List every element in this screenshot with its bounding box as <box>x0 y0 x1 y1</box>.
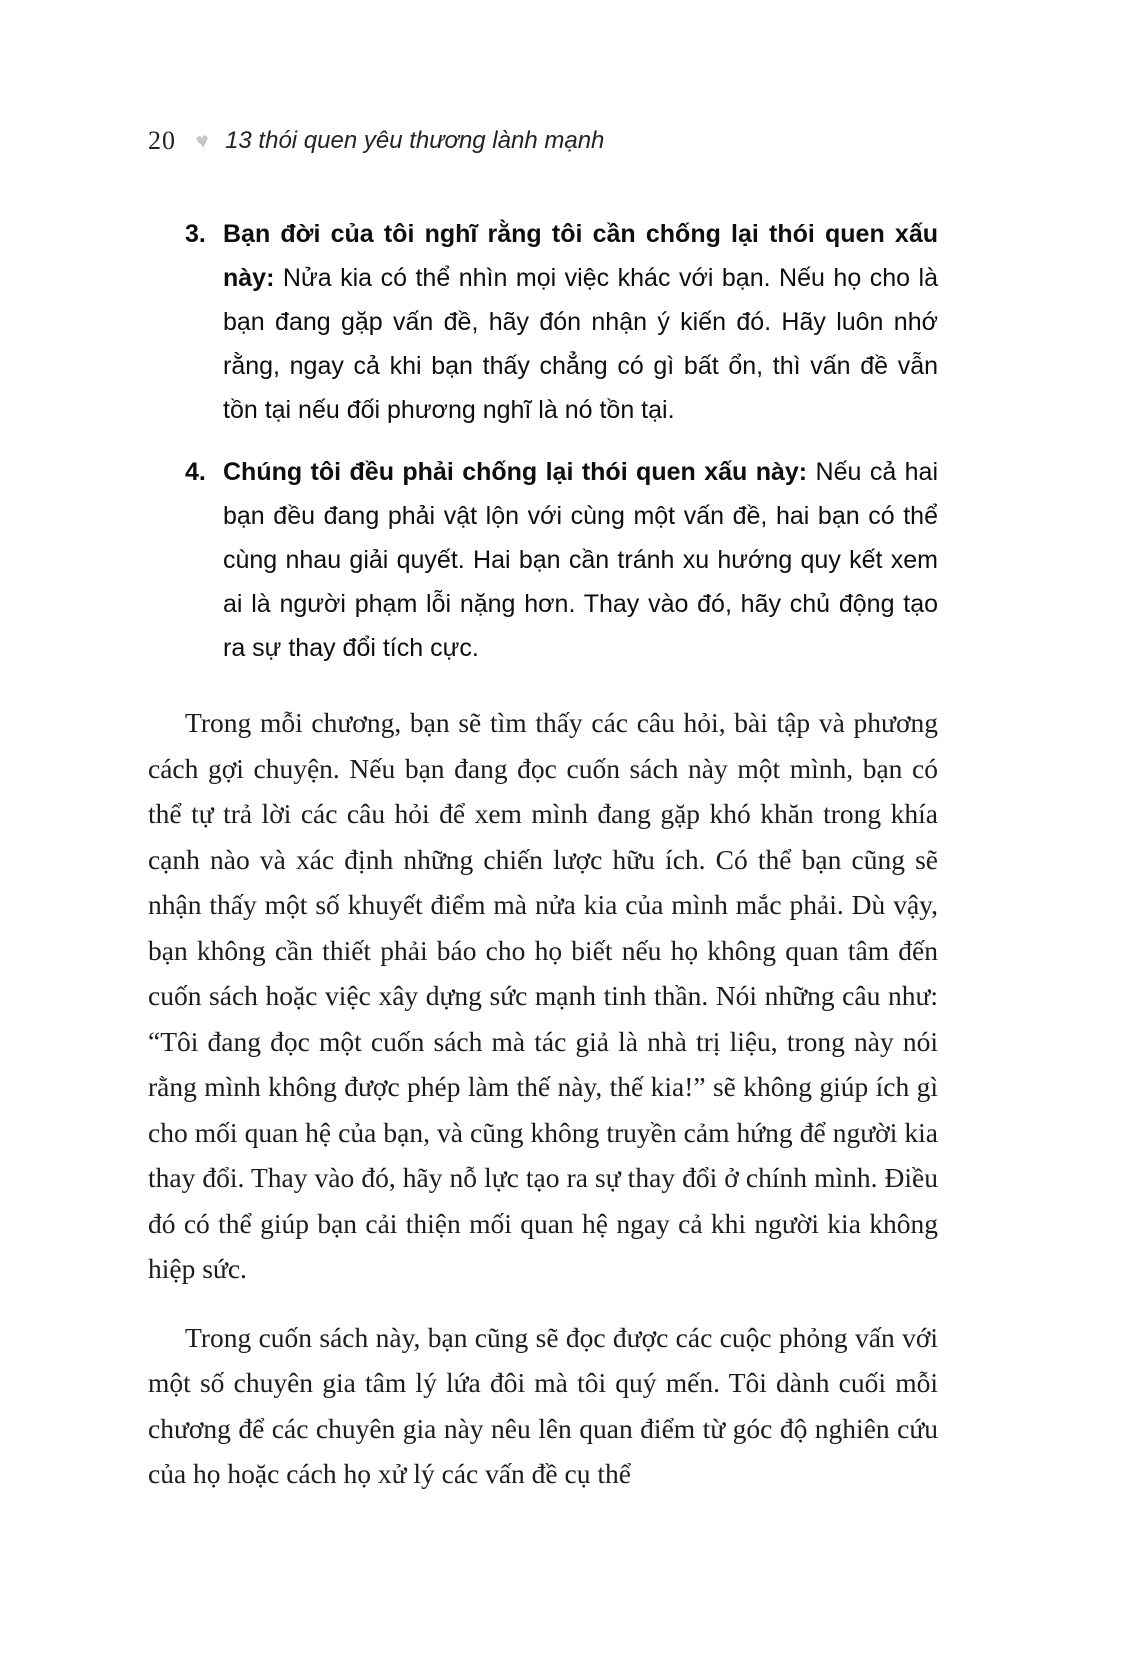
list-item-body: Nếu cả hai bạn đều đang phải vật lộn với cùng một vấn đề, hai bạn có thể cùng nhau giải quyết. Hai bạn cần tránh xu hướng quy kết xem ai là người phạm lỗi nặng hơn. Thay vào đó, hãy chủ động tạo ra sự thay đổi tích cực. <box>223 458 939 662</box>
list-item-body: Nửa kia có thể nhìn mọi việc khác với bạn. Nếu họ cho là bạn đang gặp vấn đề, hãy đón nhận ý kiến đó. Hãy luôn nhớ rằng, ngay cả khi bạn thấy chẳng có gì bất ổn, thì vấn đề vẫn tồn tại nếu đối phương nghĩ là nó tồn tại. <box>223 264 938 424</box>
numbered-habit-list <box>148 212 938 670</box>
heart-icon: ♥ <box>194 127 211 154</box>
list-item-lead: Bạn đời của tôi nghĩ rằng tôi cần chống lại thói quen xấu này: <box>223 220 938 292</box>
page-header <box>148 126 938 156</box>
list-item-number: 3. <box>185 220 206 248</box>
list-item-text <box>223 212 938 432</box>
list-item-number: 4. <box>185 458 206 486</box>
page-number: 20 <box>148 126 176 155</box>
book-page <box>148 126 938 1520</box>
body-paragraph: Trong mỗi chương, bạn sẽ tìm thấy các câu hỏi, bài tập và phương cách gợi chuyện. Nếu bạn đang đọc cuốn sách này một mình, bạn có thể tự trả lời các câu hỏi để xem mình đang gặp khó khăn trong khía cạnh nào và xác định những chiến lược hữu ích. Có thể bạn cũng sẽ nhận thấy một số khuyết điểm mà nửa kia của mình mắc phải. Dù vậy, bạn không cần thiết phải báo cho họ biết nếu họ không quan tâm đến cuốn sách hoặc việc xây dựng sức mạnh tinh thần. Nói những câu như: “Tôi đang đọc một cuốn sách mà tác giả là nhà trị liệu, trong này nói rằng mình không được phép làm thế này, thế kia!” sẽ không giúp ích gì cho mối quan hệ của bạn, và cũng không truyền cảm hứng để người kia thay đổi. Thay vào đó, hãy nỗ lực tạo ra sự thay đổi ở chính mình. Điều đó có thể giúp bạn cải thiện mối quan hệ ngay cả khi người kia không hiệp sức. <box>148 707 938 1284</box>
list-item <box>185 450 938 670</box>
body-paragraph: Trong cuốn sách này, bạn cũng sẽ đọc được các cuộc phỏng vấn với một số chuyên gia tâm lý lứa đôi mà tôi quý mến. Tôi dành cuối mỗi chương để các chuyên gia này nêu lên quan điểm từ góc độ nghiên cứu của họ hoặc cách họ xử lý các vấn đề cụ thể <box>148 1321 938 1489</box>
list-item <box>185 212 938 432</box>
list-item-text <box>223 450 938 670</box>
book-title: 13 thói quen yêu thương lành mạnh <box>225 127 605 154</box>
list-item-lead: Chúng tôi đều phải chống lại thói quen xấu này: <box>223 458 808 486</box>
